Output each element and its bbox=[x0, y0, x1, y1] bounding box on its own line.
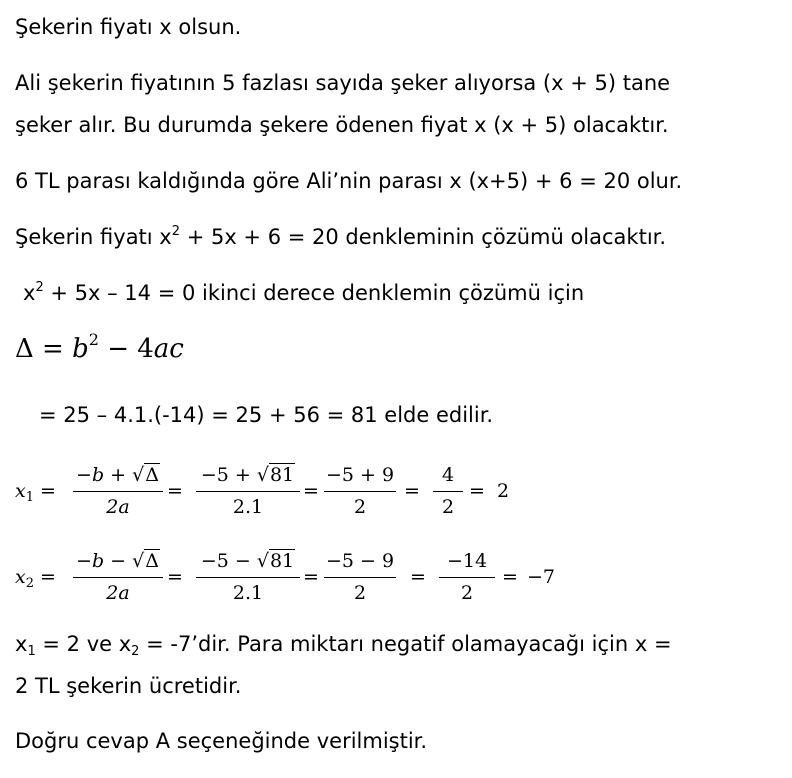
x2-reduced-fraction: −14 2 bbox=[439, 547, 495, 607]
para-quantity-line1: Ali şekerin fiyatının 5 fazlası sayıda şeker alıyorsa (x + 5) tane bbox=[15, 71, 671, 95]
conclusion-line1: x1 = 2 ve x2 = -7’dir. Para miktarı negatif olamayacağı için x = bbox=[15, 632, 672, 659]
x1-reduced-fraction: 4 2 bbox=[433, 461, 463, 521]
x1-substituted-fraction: −5 + √81 2.1 bbox=[196, 461, 300, 521]
discriminant-formula: $\Delta = b^2 - 4ac$ bbox=[15, 330, 184, 364]
para-equation-statement: Şekerin fiyatı $x^2 + 5x + 6 = 20$ denkleminin çözümü olacaktır. bbox=[15, 224, 667, 249]
conclusion-line2: 2 TL şekerin ücretidir. bbox=[15, 674, 242, 698]
para-money-equation: 6 TL parası kaldığında göre Ali’nin parası x (x+5) + 6 = 20 olur. bbox=[15, 169, 683, 193]
root-x2-formula: $x_2$ = −b − √Δ 2a = −5 − √81 2.1 = −5 − 9 2 = −14 2 = −7 bbox=[15, 547, 575, 607]
x2-substituted-fraction: −5 − √81 2.1 bbox=[196, 547, 300, 607]
para-quadratic: $x^2 + 5x - 14 = 0$ ikinci derece denklemin çözümü için bbox=[23, 280, 585, 305]
x1-variable: $x_1$ = bbox=[15, 480, 56, 505]
answer-statement: Doğru cevap A seçeneğinde verilmiştir. bbox=[15, 729, 428, 753]
para-price-definition: Şekerin fiyatı x olsun. bbox=[15, 15, 242, 39]
x2-variable: $x_2$ = bbox=[15, 566, 56, 591]
x1-general-fraction: −b + √Δ 2a bbox=[73, 461, 163, 521]
x2-general-fraction: −b − √Δ 2a bbox=[73, 547, 163, 607]
discriminant-calculation: = 25 – 4.1.(-14) = 25 + 56 = 81 elde edilir. bbox=[39, 403, 494, 427]
x2-simplified-fraction: −5 − 9 2 bbox=[325, 550, 395, 604]
root-x1-formula: $x_1$ = −b + √Δ 2a = −5 + √81 2.1 = −5 + 9 2 = 4 2 = 2 bbox=[15, 461, 575, 521]
x1-simplified-fraction: −5 + 9 2 bbox=[325, 464, 395, 518]
x1-result: 2 bbox=[497, 480, 510, 502]
x2-result: −7 bbox=[527, 566, 556, 588]
para-quantity-line2: şeker alır. Bu durumda şekere ödenen fiyat x (x + 5) olacaktır. bbox=[15, 113, 669, 137]
